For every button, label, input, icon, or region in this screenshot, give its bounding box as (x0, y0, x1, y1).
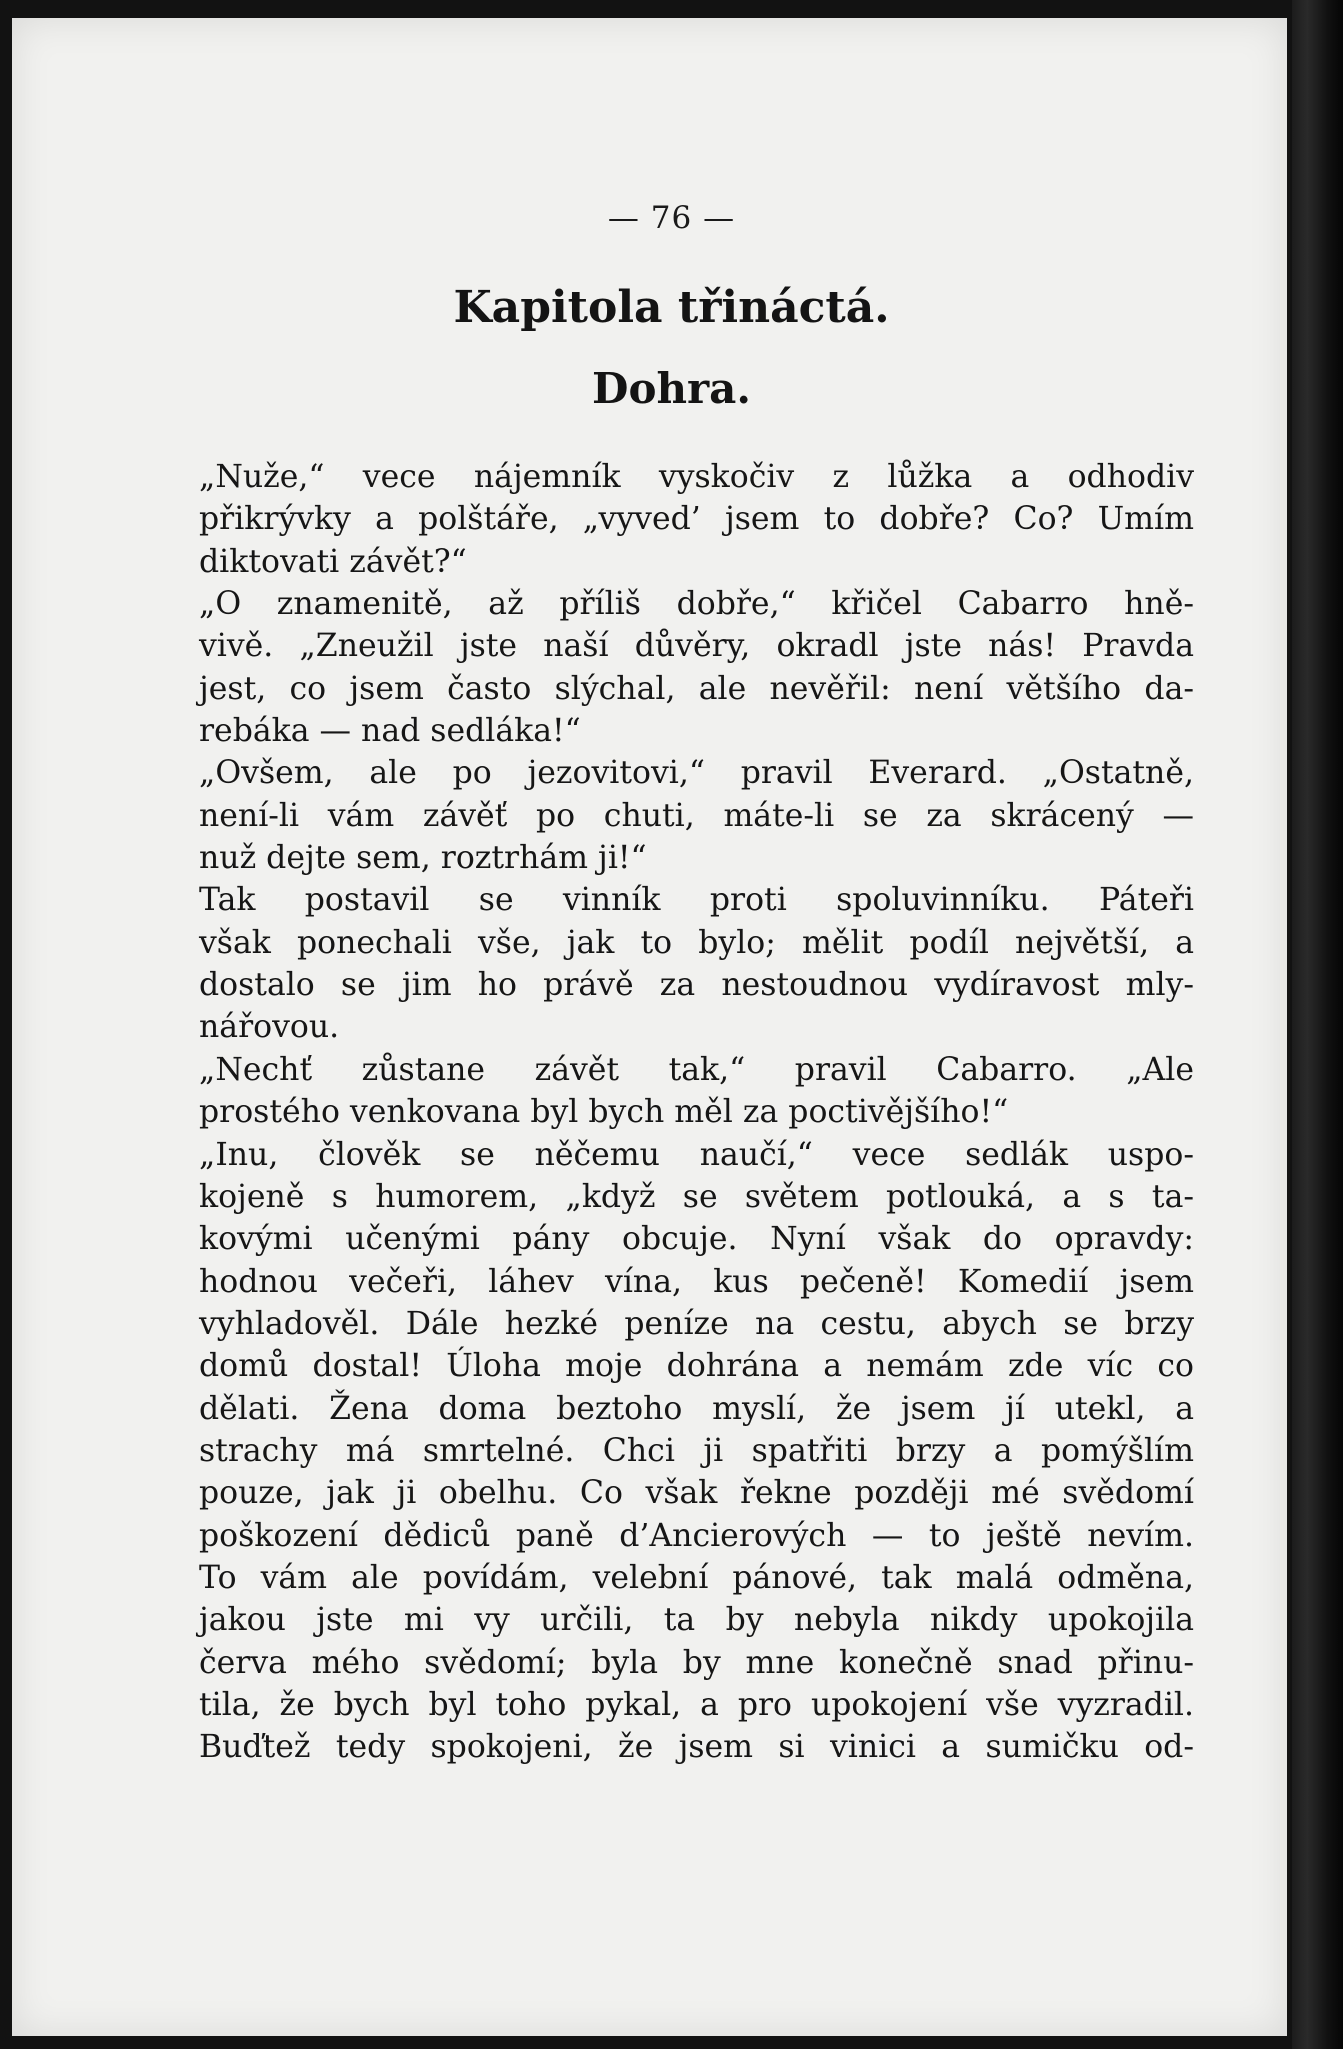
text-line: poškození dědiců paně d’Ancierových — to ještě nevím. (199, 1517, 1194, 1554)
text-line: přikrývky a polštáře, „vyved’ jsem to dobře? Co? Umím (199, 501, 1194, 538)
text-line: Tak postavil se vinník proti spoluvinníku. Páteři (199, 882, 1194, 919)
section-title: Dohra. (592, 364, 751, 413)
text-line: není-li vám závěť po chuti, máte-li se za skrácený — (199, 797, 1194, 834)
text-line: „Inu, člověk se něčemu naučí,“ vece sedlák uspo- (199, 1136, 1194, 1173)
text-line: „Nuže,“ vece nájemník vyskočiv z lůžka a odhodiv (199, 459, 1194, 495)
text-line: diktovati závět?“ (199, 543, 467, 580)
text-line: tila, že bych byl toho pykal, a pro upokojení vše vyzradil. (199, 1686, 1194, 1723)
text-line: rebáka — nad sedláka!“ (199, 713, 581, 750)
text-line: však ponechali vše, jak to bylo; mělit podíl největší, a (199, 924, 1194, 961)
text-line: dělati. Žena doma beztoho myslí, že jsem jí utekl, a (199, 1390, 1194, 1427)
text-line: prostého venkovana byl bych měl za poctivějšího!“ (199, 1094, 1009, 1131)
text-line: kovými učenými pány obcuje. Nyní však do opravdy: (199, 1221, 1194, 1258)
text-line: To vám ale povídám, velební pánové, tak malá odměna, (199, 1559, 1194, 1596)
text-line: domů dostal! Úloha moje dohrána a nemám zde víc co (199, 1348, 1194, 1385)
text-line: dostalo se jim ho právě za nestoudnou vydíravost mly- (199, 967, 1194, 1004)
chapter-title: Kapitola třináctá. (453, 282, 890, 333)
text-line: „Ovšem, ale po jezovitovi,“ pravil Everard. „Ostatně, (199, 755, 1194, 792)
text-line: červa mého svědomí; byla by mne konečně snad přinu- (199, 1644, 1194, 1681)
text-line: jest, co jsem často slýchal, ale nevěřil: není většího da- (199, 670, 1194, 707)
text-line: „Nechť zůstane závět tak,“ pravil Cabarro. „Ale (199, 1051, 1194, 1088)
text-line: „O znamenitě, až příliš dobře,“ křičel Cabarro hně- (199, 586, 1194, 623)
text-line: nuž dejte sem, roztrhám ji!“ (199, 840, 647, 877)
text-line: pouze, jak ji obelhu. Co však řekne později mé svědomí (199, 1475, 1194, 1512)
text-line: strachy má smrtelné. Chci ji spatřiti brzy a pomýšlím (199, 1432, 1194, 1469)
body-text (199, 456, 1194, 1769)
text-line: vivě. „Zneužil jste naší důvěry, okradl jste nás! Pravda (199, 628, 1194, 665)
page-number: — 76 — (607, 200, 736, 236)
text-line: jakou jste mi vy určili, ta by nebyla nikdy upokojila (199, 1602, 1194, 1639)
text-line: kojeně s humorem, „když se světem potlouká, a s ta- (199, 1178, 1194, 1215)
text-line: hodnou večeři, láhev vína, kus pečeně! Komedií jsem (199, 1263, 1194, 1300)
text-line: Buďtež tedy spokojeni, že jsem si vinici a sumičku od- (199, 1729, 1194, 1766)
text-line: nářovou. (199, 1009, 340, 1046)
text-line: vyhladověl. Dále hezké peníze na cestu, abych se brzy (199, 1305, 1194, 1342)
